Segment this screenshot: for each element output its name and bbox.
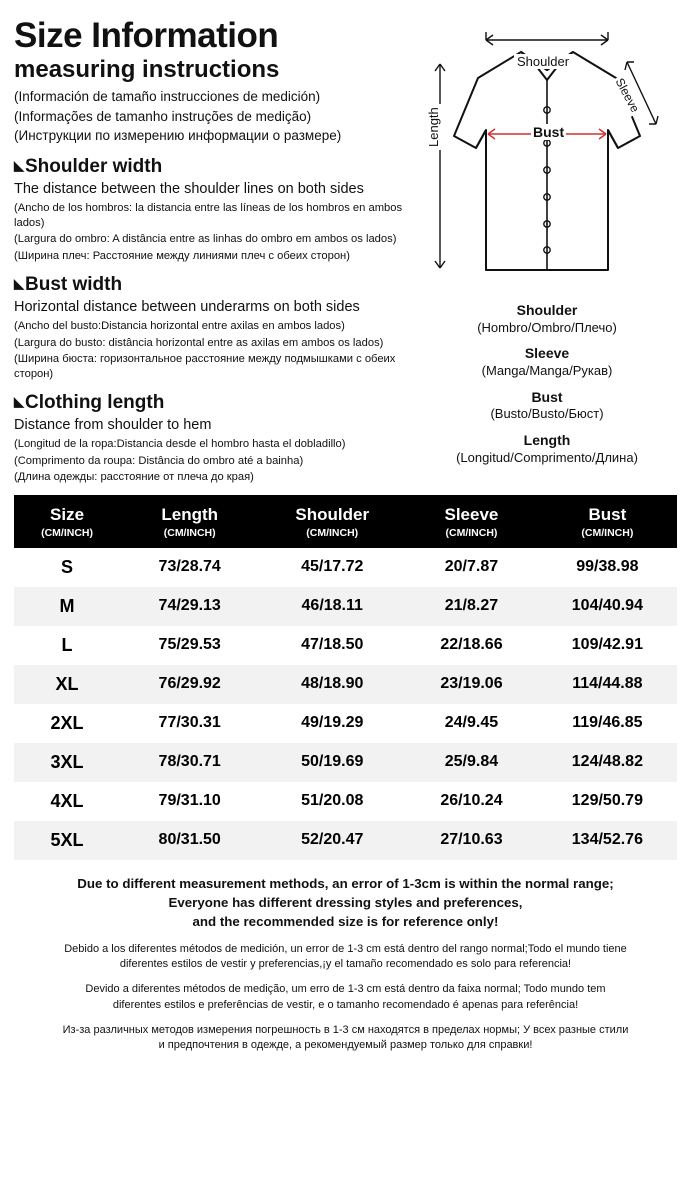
table-row (14, 782, 677, 821)
cell-size: 5XL (50, 829, 84, 850)
cell-shoulder: 48/18.90 (301, 675, 364, 693)
cell-size: 2XL (50, 712, 84, 733)
cell-shoulder: 50/19.69 (301, 753, 364, 771)
column-header-bust (538, 495, 677, 548)
cell-sleeve: 26/10.24 (440, 792, 503, 810)
column-header-length (120, 495, 259, 548)
cell-length: 77/30.31 (158, 714, 221, 732)
footer-english-line: Due to different measurement methods, an error of 1-3cm is within the normal range; (77, 875, 614, 891)
cell-bust: 134/52.76 (571, 831, 643, 849)
column-unit: (CM/INCH) (581, 526, 634, 539)
cell-bust: 129/50.79 (571, 792, 643, 810)
column-header-size (14, 495, 120, 548)
cell-length: 80/31.50 (158, 831, 221, 849)
shirt-diagram (418, 18, 676, 298)
cell-shoulder: 47/18.50 (301, 636, 364, 654)
section-heading (14, 156, 418, 179)
cell-sleeve: 25/9.84 (444, 753, 499, 771)
cell-shoulder: 51/20.08 (301, 792, 364, 810)
column-title: Shoulder (295, 505, 370, 525)
cell-bust: 109/42.91 (571, 636, 643, 654)
section-description: Horizontal distance between underarms on both sides (14, 298, 360, 315)
footer-english-line: and the recommended size is for reference only! (192, 914, 499, 930)
cell-shoulder: 49/19.29 (301, 714, 364, 732)
cell-size: M (59, 595, 75, 616)
legend-label-en: Sleeve (524, 345, 570, 362)
cell-length: 76/29.92 (158, 675, 221, 693)
table-row (14, 743, 677, 782)
legend-item-length (418, 432, 676, 466)
cell-length: 73/28.74 (158, 558, 221, 576)
column-header-shoulder (259, 495, 405, 548)
instructions-column (14, 18, 418, 487)
table-row (14, 665, 677, 704)
top-section (0, 0, 691, 487)
size-table-body (14, 548, 677, 860)
section-translation-es: (Ancho de los hombros: la distancia entre las líneas de los hombros en ambos lados) (14, 201, 403, 229)
footer-spanish-line: diferentes estilos de vestir y preferencias,¡y el tamaño recomendado es solo para referencia! (119, 957, 572, 970)
footer-english (26, 874, 665, 932)
cell-bust: 119/46.85 (572, 714, 643, 732)
legend-label-translations: (Busto/Busto/Бюст) (490, 406, 604, 422)
cell-sleeve: 20/7.87 (444, 558, 499, 576)
section-bust-width (14, 274, 418, 382)
footer-russian-line: Из-за различных методов измерения погрешность в 1-3 см находятся в пределах нормы; У всех разные стили (62, 1024, 629, 1037)
callout-length: Length (426, 104, 441, 150)
footer-portuguese (26, 982, 665, 1013)
header-translation-ru: (Инструкции по измерению информации о размере) (14, 128, 342, 144)
section-translation-ru: (Ширина плеч: Расстояние между линиями плеч с обеих сторон) (14, 250, 350, 263)
footer-notes (0, 874, 691, 1054)
size-table-wrapper (0, 495, 691, 860)
cell-bust: 124/48.82 (571, 753, 643, 771)
size-table-header (14, 495, 677, 548)
footer-english-line: Everyone has different dressing styles and preferences, (168, 895, 523, 910)
footer-portuguese-line: Devido a diferentes métodos de medição, um erro de 1-3 cm está dentro da faixa normal; Todo mundo tem (85, 983, 606, 996)
legend-label-translations: (Manga/Manga/Рукав) (481, 362, 613, 378)
table-row (14, 704, 677, 743)
size-table (14, 495, 677, 860)
diagram-column (418, 18, 676, 487)
cell-length: 75/29.53 (158, 636, 221, 654)
cell-sleeve: 23/19.06 (440, 675, 503, 693)
footer-spanish (26, 942, 665, 973)
legend-item-shoulder (418, 302, 676, 336)
cell-size: S (61, 556, 74, 577)
cell-size: 4XL (50, 790, 84, 811)
bullet-icon: ◣ (14, 157, 24, 173)
section-heading (14, 392, 418, 415)
cell-length: 78/30.71 (158, 753, 221, 771)
legend-label-en: Bust (531, 388, 563, 405)
section-translation-pt: (Comprimento da roupa: Distância do ombro até a bainha) (14, 454, 304, 467)
cell-bust: 99/38.98 (576, 558, 639, 576)
cell-size: L (61, 634, 73, 655)
cell-sleeve: 22/18.66 (440, 636, 503, 654)
page-title: Size Information (14, 16, 279, 55)
cell-shoulder: 46/18.11 (301, 597, 363, 615)
section-heading (14, 274, 418, 297)
cell-sleeve: 21/8.27 (444, 597, 499, 615)
bullet-icon: ◣ (14, 275, 24, 291)
legend-label-en: Length (523, 432, 571, 449)
section-translation-pt: (Largura do ombro: A distância entre as linhas do ombro em ambos os lados) (14, 233, 397, 246)
column-title: Size (50, 505, 85, 525)
legend-label-translations: (Longitud/Comprimento/Длина) (456, 449, 638, 465)
section-translation-ru: (Ширина бюста: горизонтальное расстояние между подмышками с обеих сторон) (14, 353, 396, 381)
cell-bust: 104/40.94 (571, 597, 643, 615)
diagram-legend (418, 302, 676, 467)
column-unit: (CM/INCH) (306, 526, 359, 539)
footer-spanish-line: Debido a los diferentes métodos de medición, un error de 1-3 cm está dentro del rango normal;Todo el mundo tiene (64, 942, 627, 955)
section-heading-label: Clothing length (25, 391, 165, 413)
legend-item-bust (418, 389, 676, 423)
section-description: The distance between the shoulder lines on both sides (14, 180, 364, 197)
legend-label-translations: (Hombro/Ombro/Плечо) (477, 319, 617, 335)
cell-sleeve: 27/10.63 (440, 831, 503, 849)
table-header-row (14, 495, 677, 548)
column-unit: (CM/INCH) (445, 526, 498, 539)
section-translation-ru: (Длина одежды: расстояние от плеча до края) (14, 471, 254, 484)
table-row (14, 626, 677, 665)
column-title: Sleeve (444, 505, 499, 525)
column-header-sleeve (405, 495, 538, 548)
section-clothing-length (14, 392, 418, 485)
column-unit: (CM/INCH) (163, 526, 216, 539)
cell-size: XL (55, 673, 79, 694)
section-description: Distance from shoulder to hem (14, 416, 212, 433)
section-heading-label: Shoulder width (25, 155, 163, 177)
header-translation-es: (Información de tamaño instrucciones de medición) (14, 89, 321, 105)
callout-sleeve: Sleeve (612, 75, 643, 115)
cell-bust: 114/44.88 (572, 675, 643, 693)
page-subtitle: measuring instructions (14, 55, 280, 83)
column-title: Length (161, 505, 219, 525)
column-unit: (CM/INCH) (41, 526, 93, 539)
section-translation-es: (Ancho del busto:Distancia horizontal entre axilas en ambos lados) (14, 319, 345, 332)
table-row (14, 548, 677, 587)
table-row (14, 821, 677, 860)
section-shoulder-width (14, 156, 418, 264)
section-translation-es: (Longitud de la ropa:Distancia desde el hombro hasta el dobladillo) (14, 437, 346, 450)
cell-shoulder: 52/20.47 (301, 831, 364, 849)
callout-shoulder: Shoulder (514, 54, 572, 69)
section-heading-label: Bust width (25, 273, 123, 295)
legend-item-sleeve (418, 345, 676, 379)
cell-sleeve: 24/9.45 (444, 714, 499, 732)
cell-length: 79/31.10 (158, 792, 221, 810)
cell-shoulder: 45/17.72 (301, 558, 364, 576)
column-title: Bust (588, 505, 627, 525)
section-translation-pt: (Largura do busto: distância horizontal entre as axilas em ambos os lados) (14, 336, 384, 349)
footer-russian (26, 1023, 665, 1054)
bullet-icon: ◣ (14, 393, 24, 409)
footer-portuguese-line: diferentes estilos e preferências de vestir, e o tamanho recomendado é apenas para referência! (112, 998, 579, 1011)
legend-label-en: Shoulder (516, 302, 578, 318)
header-translation-pt: (Informações de tamanho instruções de medição) (14, 108, 312, 124)
table-row (14, 587, 677, 626)
callout-bust: Bust (533, 124, 565, 140)
footer-russian-line: и предпочтения в одежде, а рекомендуемый размер только для справки! (158, 1039, 533, 1052)
cell-size: 3XL (50, 751, 84, 772)
cell-length: 74/29.13 (158, 597, 221, 615)
